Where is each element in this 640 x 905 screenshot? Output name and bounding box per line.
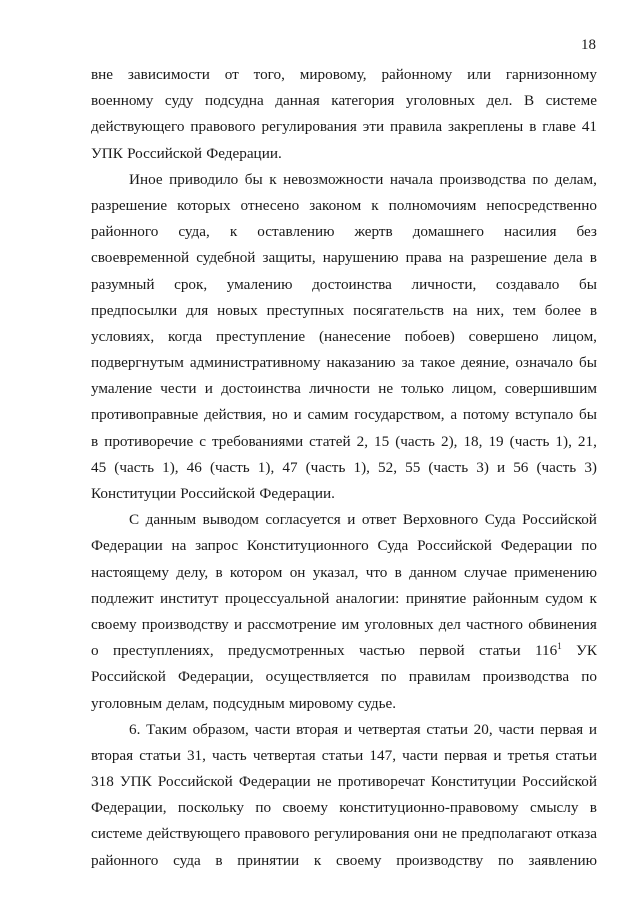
text-line: районного суда, к оставлению жертв домашнего насилия без — [91, 223, 597, 241]
text-line: уголовным делам, подсудным мировому судье. — [91, 694, 397, 712]
text-line: 45 (часть 1), 46 (часть 1), 47 (часть 1), 52, 55 (часть 3) и 56 (часть 3) — [91, 458, 597, 476]
text-line: условиях, когда преступление (нанесение побоев) совершено лицом, — [91, 327, 597, 345]
text-line: своевременной судебной защиты, нарушению права на разрешение дела в — [91, 249, 597, 267]
text-line: 6. Таким образом, части вторая и четвертая статьи 20, части первая и — [129, 720, 597, 738]
text-line: подлежит институт процессуальной аналогии: принятие районным судом к — [91, 589, 597, 607]
text-line: С данным выводом согласуется и ответ Верховного Суда Российской — [129, 511, 597, 529]
text-line: Конституции Российской Федерации. — [91, 485, 335, 502]
text-line: Федерации на запрос Конституционного Суда Российской Федерации по — [91, 537, 597, 555]
page-number: 18 — [581, 37, 596, 53]
text-line: УПК Российской Федерации. — [91, 144, 282, 162]
text-line: предпосылки для новых преступных посягательств на них, тем более в — [91, 301, 597, 319]
text-line: вторая статьи 31, часть четвертая статьи 147, части первая и третья статьи — [91, 746, 597, 764]
text-line: районного суда в принятии к своему производству по заявлению — [91, 851, 597, 869]
text-line: Федерации, поскольку по своему конституционно-правовому смыслу в — [91, 799, 597, 817]
text-line: военному суду подсудна данная категория уголовных дел. В системе — [91, 92, 597, 110]
superscript-index: 1 — [557, 641, 562, 652]
text-line: разумный срок, умалению достоинства личности, создавало бы — [91, 275, 597, 293]
text-line: противоправные действия, но и самим государством, а потому вступало бы — [91, 406, 597, 424]
text-line: Иное приводило бы к невозможности начала производства по делам, — [129, 170, 597, 188]
text-line: Российской Федерации, осуществляется по правилам производства по — [91, 668, 597, 686]
body-text — [91, 62, 597, 874]
text-line: настоящему делу, в котором он указал, что в данном случае применению — [91, 563, 597, 581]
text-line: 318 УПК Российской Федерации не противоречат Конституции Российской — [91, 773, 597, 791]
text-line-tail: УК — [576, 642, 597, 660]
text-line: системе действующего правового регулирования они не предполагают отказа — [91, 825, 597, 843]
text-line: вне зависимости от того, мировому, районному или гарнизонному — [91, 66, 597, 83]
text-line: подвергнутым административному наказанию за такое деяние, означало бы — [91, 354, 597, 372]
text-line: действующего правового регулирования эти правила закреплены в главе 41 — [91, 118, 597, 136]
text-line: в противоречие с требованиями статей 2, 15 (часть 2), 18, 19 (часть 1), 21, — [91, 432, 597, 450]
text-line: умаление чести и достоинства личности не только лицом, совершившим — [91, 380, 597, 398]
text-line: своему производству и рассмотрение им уголовных дел частного обвинения — [91, 615, 597, 633]
text-line: разрешение которых отнесено законом к полномочиям непосредственно — [91, 196, 597, 214]
text-line: о преступлениях, предусмотренных частью первой статьи $116^1$ УК — [91, 638, 597, 664]
